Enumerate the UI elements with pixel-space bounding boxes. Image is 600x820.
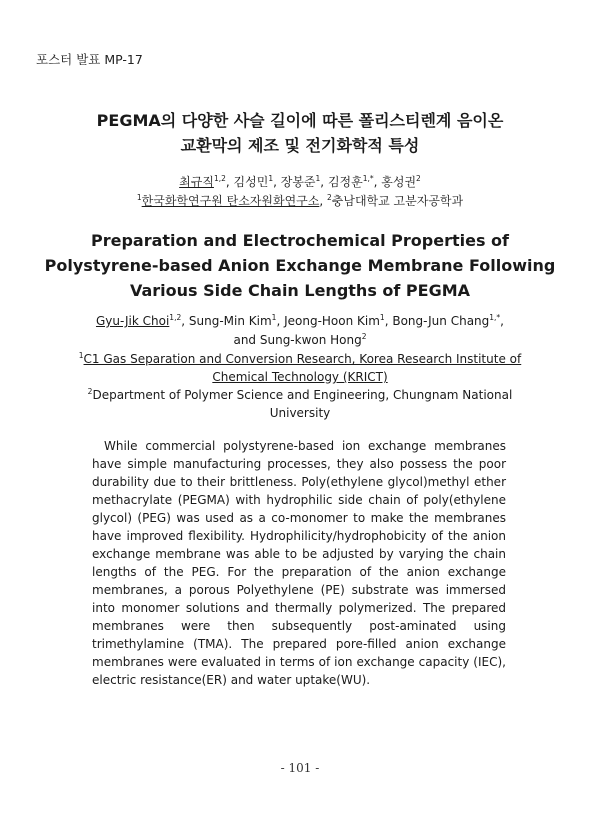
page-number: - 101 - — [280, 761, 320, 775]
english-affiliation-2-line2: University — [269, 406, 331, 420]
english-title-line1: Preparation and Electrochemical Properties of — [90, 231, 510, 250]
english-affiliation-2-line1: $^2$Department of Polymer Science and Engineering, Chungnam National — [87, 387, 513, 402]
english-title-line2: Polystyrene-based Anion Exchange Membrane Following — [44, 256, 556, 275]
abstract-paragraph: While commercial polystyrene-based ion exchange membranes have simple manufacturing processes, they also possess the poor durability due to their brittleness. Poly(ethylene glycol)methyl ether methacrylate (PEGMA) with hydrophilic side chain of poly(ethylene glycol) (PEG) was used as a co-monomer to make the membranes have improved flexibility. Hydrophilicity/hydrophobicity of the anion exchange membrane was able to be adjusted by varying the chain lengths of the PEG. For the preparation of the anion exchange membranes, a porous Polyethylene (PE) substrate was immersed into monomer solutions and thermally polymerized. The prepared membranes were then subsequently post-aminated using trimethylamine (TMA). The prepared pore-filled anion exchange membranes were evaluated in terms of ion exchange capacity (IEC), electric resistance(ER) and water uptake(WU). — [92, 439, 506, 687]
english-author-list-line2: and Sung-kwon Hong$^2$ — [233, 332, 367, 347]
korean-title — [0, 108, 600, 158]
english-affiliations — [0, 350, 600, 422]
english-author: Gyu-Jik Choi$^{1,2}$, — [95, 313, 189, 328]
korean-author: 홍성권$^2$ — [381, 174, 421, 189]
korean-affiliations: $^1$한국화학연구원 탄소자원화연구소, $^2$충남대학교 고분자공학과 — [136, 193, 464, 208]
korean-author: 최규직$^{1,2}$, — [179, 174, 234, 189]
korean-author: 김정훈$^{1,*}$, — [327, 174, 382, 189]
english-title-line3: Various Side Chain Lengths of PEGMA — [129, 281, 471, 300]
korean-affiliation-1: 한국화학연구원 탄소자원화연구소 — [141, 194, 320, 208]
english-affiliation-1-line1: $^1$C1 Gas Separation and Conversion Research, Korea Research Institute of — [78, 351, 522, 366]
english-author: Bong-Jun Chang$^{1,*}$, — [392, 313, 504, 328]
korean-author-list — [0, 173, 600, 192]
english-authors-block — [0, 312, 600, 350]
korean-author: 김성민$^1$, — [233, 174, 281, 189]
session-tag: 포스터 발표 MP-17 — [36, 52, 143, 67]
korean-authors-block — [0, 173, 600, 211]
korean-title-line1: PEGMA의 다양한 사슬 길이에 따른 폴리스티렌계 음이온 — [96, 111, 504, 130]
english-author: Sung-Min Kim$^1$, — [188, 313, 285, 328]
english-author: Jeong-Hoon Kim$^1$, — [284, 313, 393, 328]
english-affiliation-1-line2: Chemical Technology (KRICT) — [212, 370, 388, 384]
korean-author: 장봉준$^1$, — [280, 174, 328, 189]
english-author-list-line1 — [0, 312, 600, 331]
english-title — [0, 228, 600, 303]
korean-title-line2: 교환막의 제조 및 전기화학적 특성 — [180, 136, 420, 155]
korean-affiliation-2: 충남대학교 고분자공학과 — [331, 194, 464, 208]
